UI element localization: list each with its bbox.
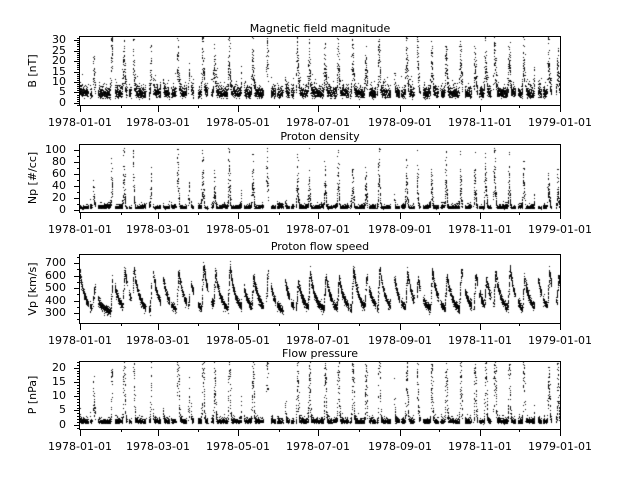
x-major-tick [318,323,319,330]
y-major-tick [74,210,80,211]
x-minor-tick [519,323,520,326]
y-tick-label: 400 [45,294,66,307]
y-major-tick [74,368,80,369]
x-minor-tick [519,105,520,108]
x-major-tick [560,429,561,436]
y-axis-label-b-nt: B [nT] [26,54,39,88]
x-major-tick [318,105,319,112]
panel-title-proton-density: Proton density [280,130,360,143]
y-minor-tick [77,59,80,60]
y-minor-tick [77,405,80,406]
y-minor-tick [77,65,80,66]
x-minor-tick [439,323,440,326]
y-tick-label: 10 [52,75,66,88]
x-minor-tick [198,105,199,108]
y-minor-tick [77,99,80,100]
x-tick-label: 1978-07-01 [286,116,350,129]
y-axis-label-p-npa: P [nPa] [26,375,39,415]
x-minor-tick [439,429,440,432]
y-minor-tick [77,393,80,394]
y-minor-tick [77,69,80,70]
x-tick-label: 1978-07-01 [286,440,350,453]
x-minor-tick [121,429,122,432]
x-major-tick [238,323,239,330]
x-major-tick [238,429,239,436]
y-minor-tick [77,385,80,386]
y-major-tick [74,150,80,151]
y-minor-tick [77,192,80,193]
x-tick-label: 1978-05-01 [206,334,270,347]
x-tick-label: 1978-03-01 [126,440,190,453]
x-tick-label: 1978-03-01 [126,334,190,347]
y-minor-tick [77,180,80,181]
x-minor-tick [121,323,122,326]
x-major-tick [560,105,561,112]
x-major-tick [80,323,81,330]
y-minor-tick [77,53,80,54]
y-axis-label-np-cc: Np [#/cc] [26,151,39,205]
y-minor-tick [77,49,80,50]
y-minor-tick [77,365,80,366]
y-minor-tick [77,391,80,392]
x-tick-label: 1978-01-01 [48,440,112,453]
y-minor-tick [77,257,80,258]
y-minor-tick [77,204,80,205]
x-tick-label: 1978-05-01 [206,440,270,453]
y-minor-tick [77,408,80,409]
panel-title-magnetic-field: Magnetic field magnitude [249,22,391,35]
x-minor-tick [198,429,199,432]
x-tick-label: 1978-07-01 [286,223,350,236]
y-tick-label: 15 [52,375,66,388]
y-minor-tick [77,80,80,81]
x-major-tick [80,105,81,112]
x-major-tick [480,429,481,436]
x-tick-label: 1979-01-01 [528,116,592,129]
y-minor-tick [77,38,80,39]
y-major-tick [74,198,80,199]
x-minor-tick [359,429,360,432]
y-minor-tick [77,63,80,64]
y-tick-label: 0 [59,96,66,109]
y-tick-label: 40 [52,179,66,192]
x-major-tick [318,429,319,436]
dots-canvas-3 [80,362,560,429]
y-major-tick [74,51,80,52]
x-tick-label: 1978-01-01 [48,116,112,129]
y-tick-label: 20 [52,54,66,67]
x-major-tick [158,105,159,112]
x-major-tick [480,105,481,112]
y-minor-tick [77,168,80,169]
x-tick-label: 1979-01-01 [528,223,592,236]
y-major-tick [74,301,80,302]
x-minor-tick [279,323,280,326]
y-major-tick [74,61,80,62]
x-minor-tick [359,212,360,215]
x-minor-tick [121,212,122,215]
x-tick-label: 1978-09-01 [368,116,432,129]
y-tick-label: 60 [52,167,66,180]
y-minor-tick [77,376,80,377]
x-major-tick [400,212,401,219]
x-major-tick [560,212,561,219]
x-tick-label: 1979-01-01 [528,334,592,347]
y-minor-tick [77,362,80,363]
y-tick-label: 10 [52,389,66,402]
y-major-tick [74,82,80,83]
y-minor-tick [77,95,80,96]
y-major-tick [74,276,80,277]
x-tick-label: 1978-03-01 [126,223,190,236]
x-tick-label: 1978-09-01 [368,334,432,347]
y-minor-tick [77,307,80,308]
y-tick-label: 5 [59,403,66,416]
panel-title-proton-flow-speed: Proton flow speed [270,240,370,253]
x-tick-label: 1978-11-01 [448,116,512,129]
x-major-tick [318,212,319,219]
y-minor-tick [77,46,80,47]
y-minor-tick [77,67,80,68]
y-minor-tick [77,294,80,295]
x-tick-label: 1978-03-01 [126,116,190,129]
x-tick-label: 1978-07-01 [286,334,350,347]
y-tick-label: 300 [45,306,66,319]
x-tick-label: 1978-11-01 [448,223,512,236]
x-minor-tick [279,429,280,432]
y-minor-tick [77,101,80,102]
y-tick-label: 15 [52,65,66,78]
x-major-tick [560,323,561,330]
y-tick-label: 600 [45,269,66,282]
y-minor-tick [77,413,80,414]
y-minor-tick [77,88,80,89]
y-major-tick [74,72,80,73]
dots-canvas-0 [80,37,560,105]
y-minor-tick [77,379,80,380]
x-major-tick [158,429,159,436]
x-minor-tick [198,212,199,215]
y-minor-tick [77,373,80,374]
x-major-tick [480,212,481,219]
y-minor-tick [77,74,80,75]
dots-canvas-1 [80,145,560,212]
y-major-tick [74,174,80,175]
y-minor-tick [77,84,80,85]
y-minor-tick [77,402,80,403]
y-tick-label: 20 [52,361,66,374]
x-major-tick [80,212,81,219]
y-tick-label: 0 [59,418,66,431]
y-minor-tick [77,269,80,270]
y-minor-tick [77,156,80,157]
x-minor-tick [198,323,199,326]
y-tick-label: 500 [45,281,66,294]
x-major-tick [400,323,401,330]
y-axis-label-vp-kms: Vp [km/s] [26,262,39,316]
x-major-tick [400,105,401,112]
x-major-tick [480,323,481,330]
x-minor-tick [279,105,280,108]
y-major-tick [74,263,80,264]
y-tick-label: 25 [52,44,66,57]
y-minor-tick [77,44,80,45]
y-minor-tick [77,282,80,283]
y-major-tick [74,40,80,41]
y-minor-tick [77,90,80,91]
x-tick-label: 1978-11-01 [448,334,512,347]
y-major-tick [74,410,80,411]
x-minor-tick [519,212,520,215]
x-minor-tick [439,105,440,108]
y-tick-label: 5 [59,85,66,98]
y-minor-tick [77,399,80,400]
x-tick-label: 1978-01-01 [48,334,112,347]
x-major-tick [158,212,159,219]
y-minor-tick [77,97,80,98]
x-major-tick [158,323,159,330]
x-tick-label: 1978-05-01 [206,223,270,236]
x-minor-tick [439,212,440,215]
x-minor-tick [279,212,280,215]
panel-title-flow-pressure: Flow pressure [281,347,359,360]
y-tick-label: 20 [52,191,66,204]
y-major-tick [74,92,80,93]
y-minor-tick [77,78,80,79]
y-minor-tick [77,319,80,320]
y-minor-tick [77,57,80,58]
y-minor-tick [77,76,80,77]
x-tick-label: 1979-01-01 [528,440,592,453]
dots-canvas-2 [80,255,560,323]
x-tick-label: 1978-05-01 [206,116,270,129]
x-tick-label: 1978-09-01 [368,440,432,453]
y-minor-tick [77,86,80,87]
y-minor-tick [77,55,80,56]
y-tick-label: 80 [52,155,66,168]
y-major-tick [74,103,80,104]
y-minor-tick [77,42,80,43]
y-tick-label: 100 [45,143,66,156]
x-tick-label: 1978-11-01 [448,440,512,453]
y-tick-label: 0 [59,203,66,216]
x-major-tick [238,212,239,219]
y-minor-tick [77,388,80,389]
x-tick-label: 1978-01-01 [48,223,112,236]
y-major-tick [74,162,80,163]
x-minor-tick [359,323,360,326]
x-major-tick [80,429,81,436]
y-minor-tick [77,419,80,420]
y-major-tick [74,186,80,187]
y-major-tick [74,382,80,383]
y-tick-label: 30 [52,33,66,46]
y-major-tick [74,396,80,397]
x-tick-label: 1978-09-01 [368,223,432,236]
y-major-tick [74,425,80,426]
y-major-tick [74,313,80,314]
x-minor-tick [519,429,520,432]
x-minor-tick [121,105,122,108]
y-minor-tick [77,416,80,417]
y-tick-label: 700 [45,256,66,269]
x-major-tick [238,105,239,112]
x-major-tick [400,429,401,436]
x-minor-tick [359,105,360,108]
y-minor-tick [77,371,80,372]
y-minor-tick [77,422,80,423]
y-major-tick [74,288,80,289]
